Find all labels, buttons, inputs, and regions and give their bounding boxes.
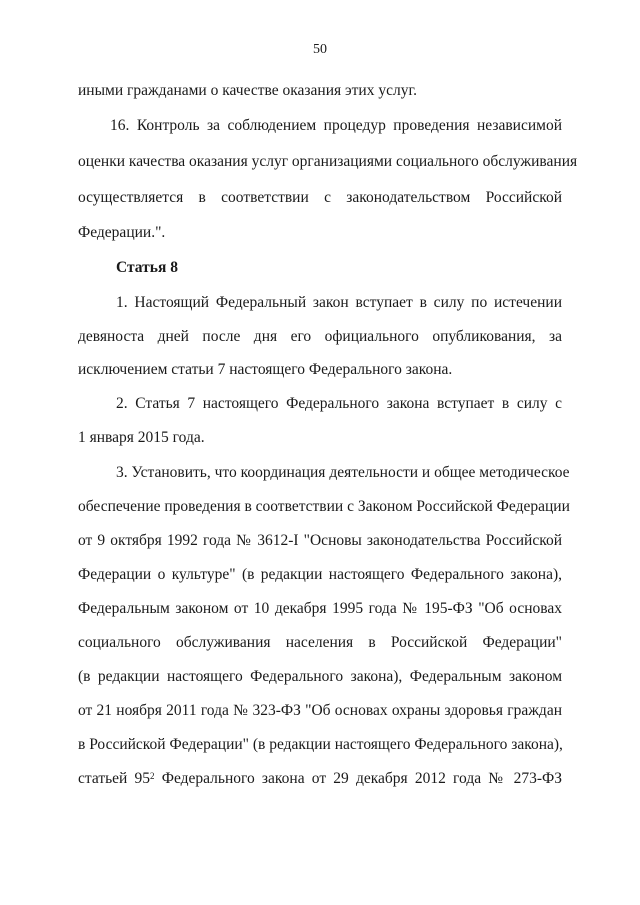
text-line: девяноста дней после дня его официального опубликования, за (78, 328, 562, 345)
text-line: от 9 октября 1992 года № 3612-I "Основы законодательства Российской (78, 532, 562, 549)
paragraph-16-first-line: 16. Контроль за соблюдением процедур проведения независимой (110, 117, 562, 134)
text-line: иными гражданами о качестве оказания этих услуг. (78, 82, 417, 99)
article-heading: Статья 8 (116, 259, 178, 276)
text-segment: Федерального закона от 29 декабря 2012 года № 273-ФЗ (154, 770, 562, 787)
paragraph-1-first-line: 1. Настоящий Федеральный закон вступает в силу по истечении (116, 294, 562, 311)
text-line: исключением статьи 7 настоящего Федерального закона. (78, 361, 453, 378)
superscript-number: 2 (150, 771, 155, 781)
text-line: 1 января 2015 года. (78, 429, 205, 446)
text-line-with-superscript (78, 769, 562, 789)
paragraph-3-first-line: 3. Установить, что координация деятельности и общее методическое (116, 464, 570, 481)
page-number: 50 (313, 42, 327, 57)
text-line: осуществляется в соответствии с законодательством Российской (78, 189, 562, 206)
text-line: социального обслуживания населения в Российской Федерации" (78, 634, 562, 651)
text-line: в Российской Федерации" (в редакции настоящего Федерального закона), (78, 736, 563, 753)
text-line: от 21 ноября 2011 года № 323-ФЗ "Об основах охраны здоровья граждан (78, 702, 562, 719)
text-line: (в редакции настоящего Федерального закона), Федеральным законом (78, 668, 562, 685)
text-line: Федерации о культуре" (в редакции настоящего Федерального закона), (78, 566, 562, 583)
text-line: обеспечение проведения в соответствии с Законом Российской Федерации (78, 498, 570, 515)
text-line: оценки качества оказания услуг организациями социального обслуживания (78, 153, 578, 170)
text-segment: статьей 95 (78, 770, 151, 787)
paragraph-2-first-line: 2. Статья 7 настоящего Федерального закона вступает в силу с (116, 395, 562, 412)
text-line: Федерации.". (78, 224, 166, 241)
text-line: Федеральным законом от 10 декабря 1995 года № 195-ФЗ "Об основах (78, 600, 562, 617)
